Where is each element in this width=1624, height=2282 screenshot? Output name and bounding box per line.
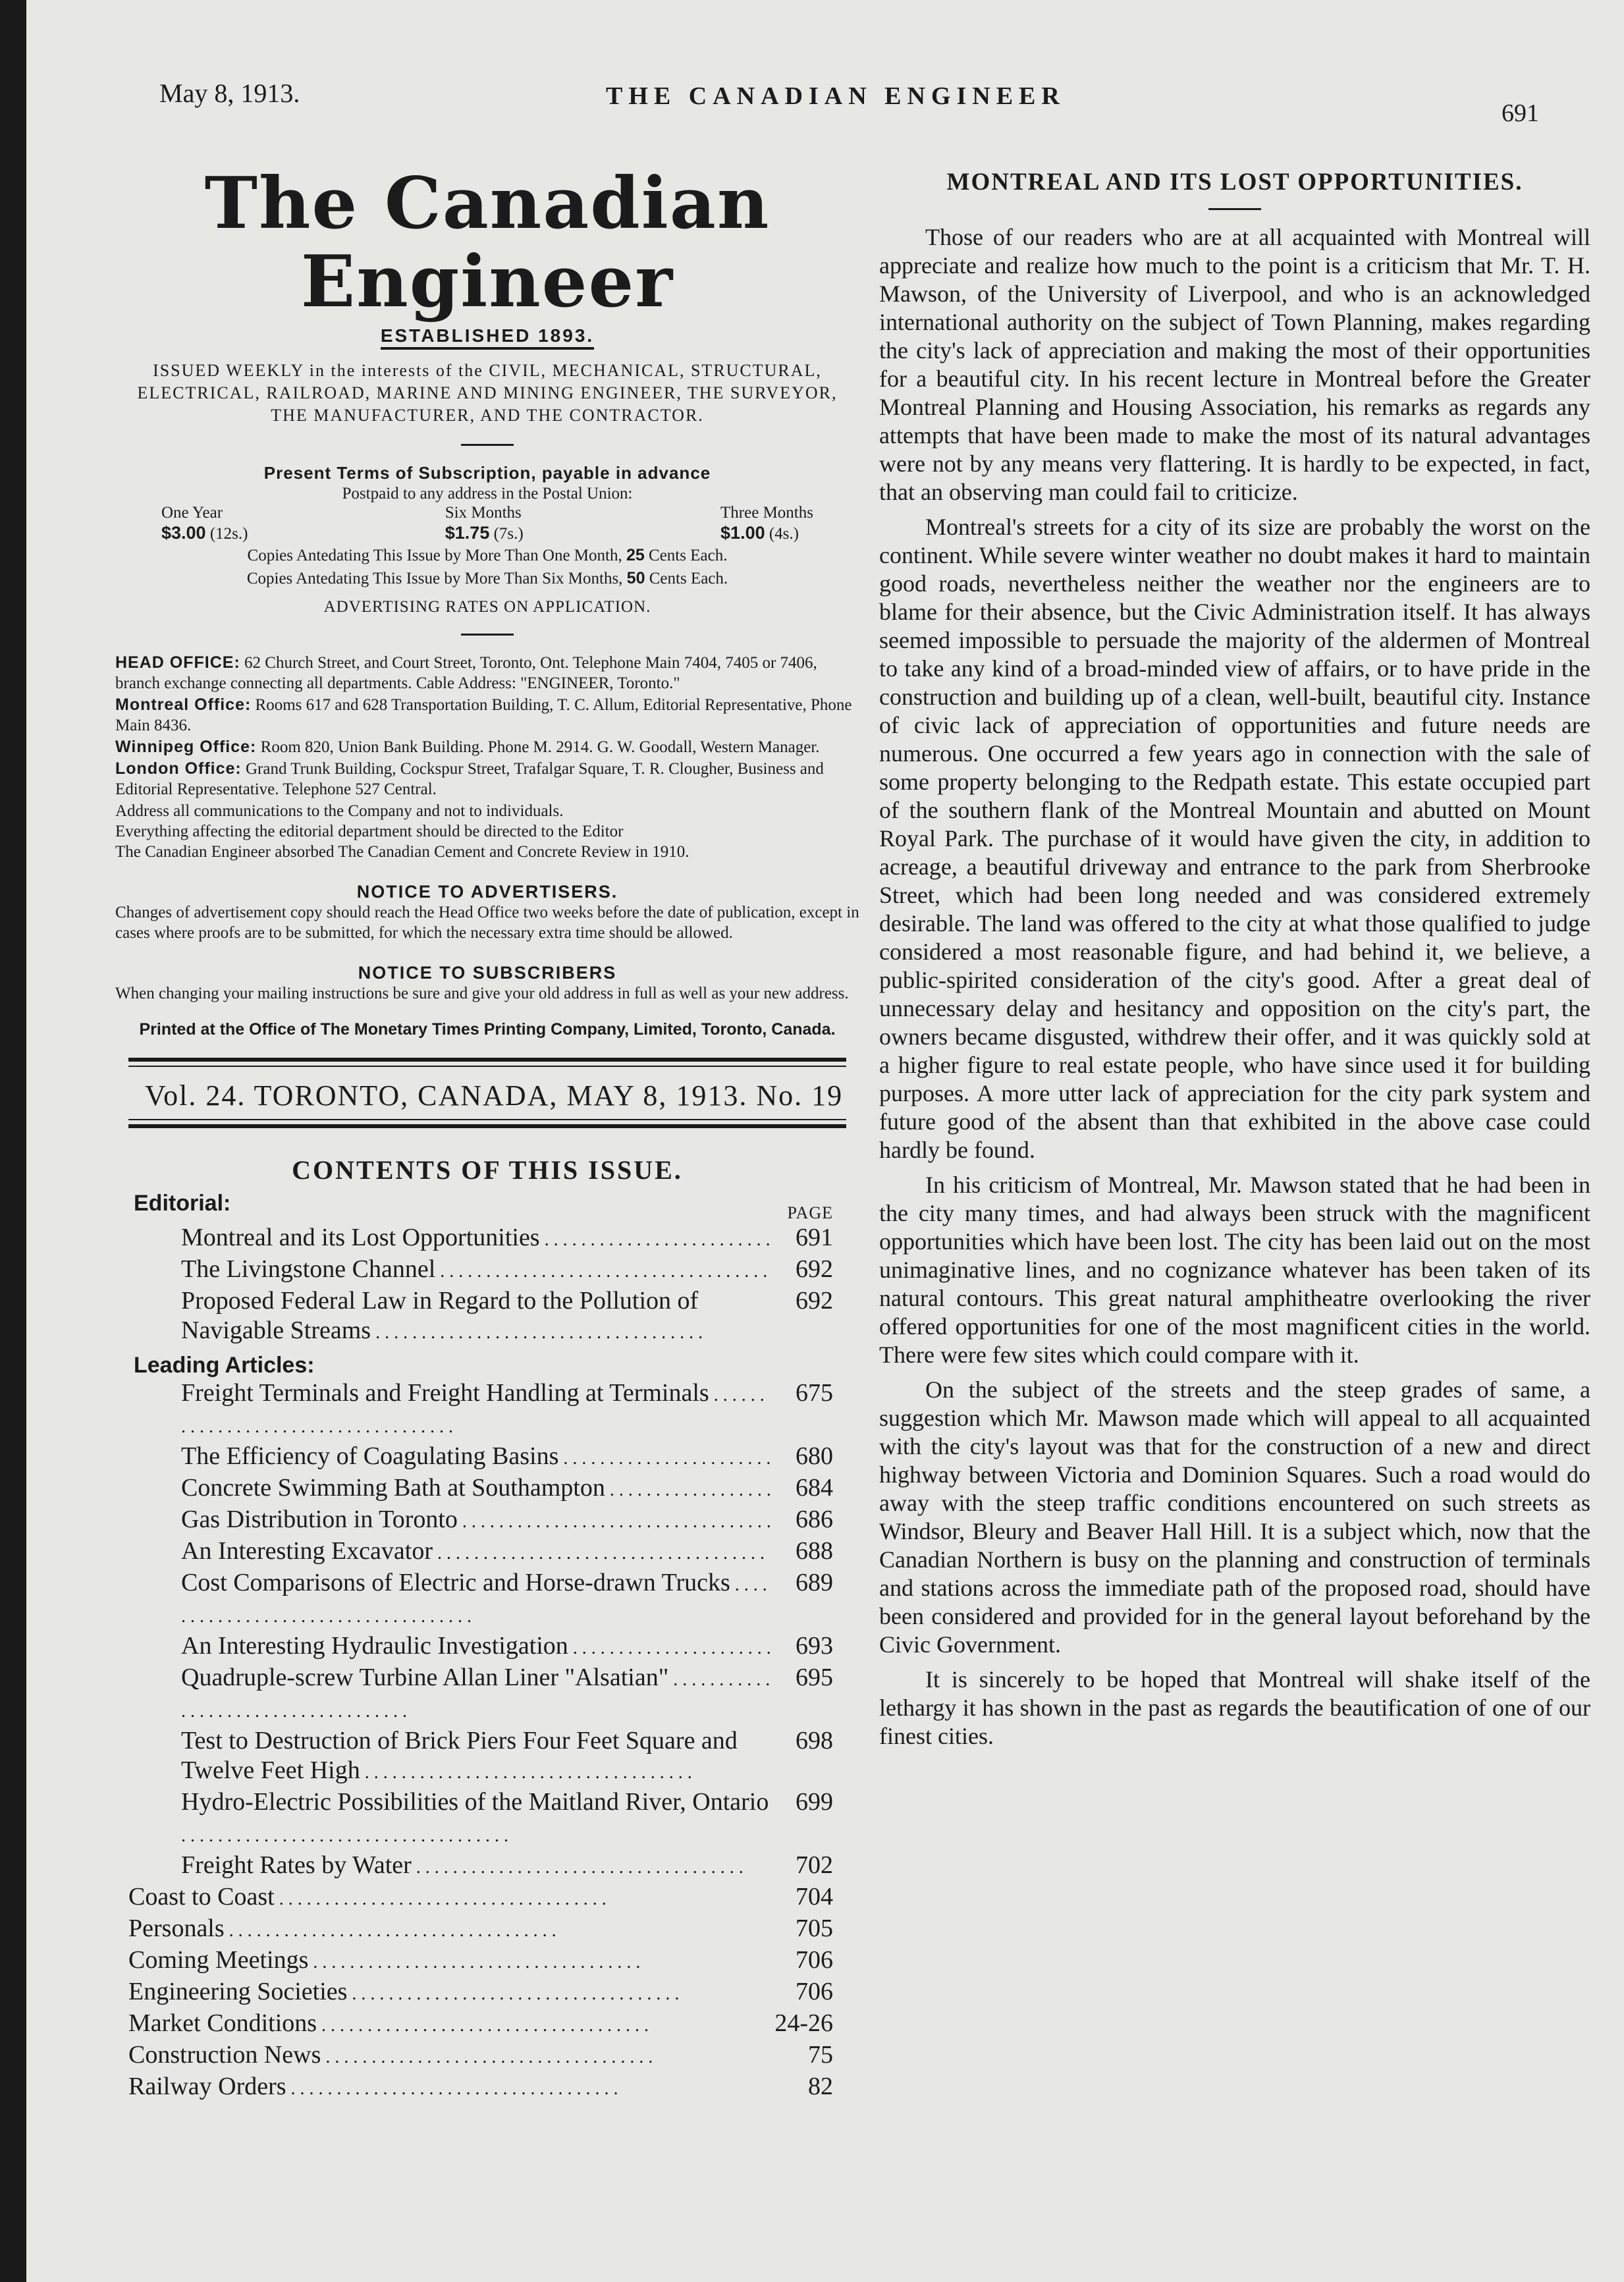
volume-line: Vol. 24. TORONTO, CANADA, MAY 8, 1913. No. 19 [145,1079,844,1112]
contents-title: CONTENTS OF THIS ISSUE. [292,1155,683,1185]
contents-entry-title: The Livingstone Channel . . . [181,1255,771,1286]
contents-entry [115,1378,833,1442]
article-body [879,223,1590,1751]
left-column [115,151,859,2104]
editorial-heading: Editorial: [134,1190,231,1216]
contents-entry-title: An Interesting Hydraulic Investigation . . . [181,1631,771,1663]
article-paragraph: In his criticism of Montreal, Mr. Mawson stated that he had been in the city many times, and had always been struck with the magnificent opportunities which have been lost. The city has been laid out on the most unimaginative lines, and no cognizance whatever has been taken of its natural contours. This great natural amphitheatre overlooking the river offered opportunities for one of the most magnificent cities in the world. There were few sites which could compare with it. [879,1172,1590,1368]
contents-entry-page: 706 [796,1977,833,2005]
contents-entry-title: Market Conditions . . . [128,2009,771,2040]
journal-page [26,0,1624,2282]
issue-date: May 8, 1913. [159,78,300,108]
contents-entry-page: 684 [796,1473,833,1502]
contents-entry-title: Coming Meetings . . . [128,1945,771,1977]
contents-entry [115,2072,833,2104]
contents-entry-page: 699 [796,1787,833,1816]
address-note: Address all communications to the Company and not to individuals. [115,801,564,820]
contents-entry [115,1442,833,1473]
head-office: HEAD OFFICE: 62 Church Street, and Court Street, Toronto, Ont. Telephone Main 7404, 7405 or 7406, branch exchange connecting all departments. Cable Address: "ENGINEER, Toronto." [115,653,817,692]
page-column-header: PAGE [787,1203,833,1222]
contents-entry-page: 688 [796,1536,833,1565]
contents-entry-page: 698 [796,1726,833,1754]
contents-entry [115,1726,833,1787]
leading-articles-list [115,1378,859,1882]
contents-entry-page: 680 [796,1442,833,1470]
contents-entry-title: Test to Destruction of Brick Piers Four Feet Square and Twelve Feet High . . . [181,1726,771,1787]
contents-entry-page: 675 [796,1378,833,1407]
contents-entry-title: Hydro-Electric Possibilities of the Maitland River, Ontario . . . [181,1787,771,1851]
contents-entry-title: Montreal and its Lost Opportunities . . . [181,1223,771,1255]
contents-entry-title: Coast to Coast . . . [128,1882,771,1914]
article-paragraph: It is sincerely to be hoped that Montreal will shake itself of the lethargy it has shown in the past as regards the beautification of one of our finest cities. [879,1666,1590,1749]
contents-entry [115,1631,833,1663]
contents-entry [115,1255,833,1286]
contents-entry-title: Engineering Societies . . . [128,1977,771,2009]
contents-entry-page: 75 [808,2040,833,2069]
contents-entry-page: 704 [796,1882,833,1911]
contents-entry [115,1787,833,1851]
contents-entry-page: 705 [796,1914,833,1942]
contents-entry [115,1286,833,1347]
contents-entry-title: Construction News . . . [128,2040,771,2072]
contents-entry-title: The Efficiency of Coagulating Basins . . . [181,1442,771,1473]
contents-entry-title: Personals . . . [128,1914,771,1945]
contents-entry-title: Concrete Swimming Bath at Southampton . . . [181,1473,771,1505]
notice-advertisers-text: Changes of advertisement copy should reach the Head Office two weeks before the date of publication, except in cases where proofs are to be submitted, for which the necessary extra time should be allowed. [115,903,859,942]
masthead-title: The Canadian Engineer [204,162,771,323]
page-number: 691 [1502,99,1539,127]
contents-entry [115,1945,833,1977]
contents-entry [115,1851,833,1882]
contents-entry [115,1473,833,1505]
editor-note: Everything affecting the editorial department should be directed to the Editor [115,822,624,840]
notice-advertisers-heading: NOTICE TO ADVERTISERS. [356,881,618,902]
article-title: MONTREAL AND ITS LOST OPPORTUNITIES. [946,169,1523,196]
contents-entry-title: Railway Orders . . . [128,2072,771,2104]
right-column [879,168,1590,1757]
contents-entry-page: 686 [796,1505,833,1533]
divider [128,1058,846,1067]
divider [1208,208,1261,210]
notice-subscribers-text: When changing your mailing instructions be sure and give your old address in full as well as your new address. [115,984,849,1002]
subscription-prices [115,503,859,544]
contents-entry [115,1914,833,1945]
back-copies-six-months: Copies Antedating This Issue by More Than Six Months, 50 Cents Each. [246,568,728,587]
contents-entry-title: Cost Comparisons of Electric and Horse-drawn Trucks . . . [181,1568,771,1631]
contents-entry-page: 82 [808,2072,833,2100]
journal-name: THE CANADIAN ENGINEER [606,82,1066,110]
article-paragraph: Montreal's streets for a city of its size are probably the worst on the continent. While severe winter weather no doubt makes it hard to maintain good roads, nevertheless neither the weather nor the engineers are to blame for their absence, but the Civic Administration itself. It has always seemed impossible to persuade the majority of the aldermen of Montreal to take any kind of a broad-minded view of affairs, or to have pride in the construction and building up of a clean, well-built, beautiful city. Instance of civic lack of appreciation of opportunities and future needs are numerous. One occurred a few years ago in connection with the sale of some property belonging to the Redpath estate. This estate occupied part of the southern flank of the Montreal Mountain and abutted on Mount Royal Park. The purchase of it would have given the city, in addition to acreage, a beautiful driveway and entrance to the park from Sherbrooke Street, which had been long needed and was considered extremely desirable. The land was offered to the city at what those qualified to judge considered a most reasonable figure, and had behind it, we believe, a public-spirited consideration of the city's good. After a great deal of unnecessary delay and hesitancy and opposition on the city's part, the owners became disgusted, withdrew their offer, and it was quickly sold at a higher figure to real estate people, who have since used it for building purposes. A more utter lack of appreciation for the city park system and future good of the absent than that exhibited in the above case could hardly be found. [879,514,1590,1163]
postpaid-note: Postpaid to any address in the Postal Union: [342,484,633,503]
contents-entry-page: 693 [796,1631,833,1660]
price-three-months: Three Months $1.00 (4s.) [720,503,813,543]
contents-entry-page: 691 [796,1223,833,1251]
london-office: London Office: Grand Trunk Building, Cockspur Street, Trafalgar Square, T. R. Clougher, Business and Editorial Representative. Telephone 527 Central. [115,759,824,798]
leading-articles-heading: Leading Articles: [134,1352,315,1378]
contents-entry [115,1663,833,1726]
contents-entry [115,2040,833,2072]
contents-entry-title: An Interesting Excavator . . . [181,1536,771,1568]
contents-entry [115,1223,833,1255]
winnipeg-office: Winnipeg Office: Room 820, Union Bank Building. Phone M. 2914. G. W. Goodall, Western Manager. [115,737,820,756]
montreal-office: Montreal Office: Rooms 617 and 628 Transportation Building, T. C. Allum, Editorial Representative, Phone Main 8436. [115,695,852,734]
contents-entry-page: 702 [796,1851,833,1879]
contents-entry-page: 24-26 [774,2009,833,2037]
contents-entry-page: 706 [796,1945,833,1974]
article-paragraph: On the subject of the streets and the steep grades of same, a suggestion which Mr. Mawson made which will appeal to all acquainted with the city's layout was that for the construction of a new and direct highway between Victoria and Dominion Squares. Such a road would do away with the steep traffic conditions encountered on such streets as Windsor, Bleury and Beaver Hall Hill. It is a subject which, now that the Canadian Northern is busy on the planning and construction of terminals and stations across the immediate path of the proposed road, should have been considered and provided for in the general layout beforehand by the Civic Government. [879,1376,1590,1658]
printer-imprint: Printed at the Office of The Monetary Times Printing Company, Limited, Toronto, Canada. [139,1019,836,1039]
advertising-rates: ADVERTISING RATES ON APPLICATION. [323,597,651,616]
contents-entry-page: 692 [796,1286,833,1315]
issued-statement: ISSUED WEEKLY in the interests of the CIVIL, MECHANICAL, STRUCTURAL, ELECTRICAL, RAILROAD, MARINE AND MINING ENGINEER, THE SURVEYOR, THE MANUFACTURER, AND THE CONTRACTOR. [137,360,838,425]
back-copies-one-month: Copies Antedating This Issue by More Than One Month, 25 Cents Each. [247,545,728,564]
subscription-heading: Present Terms of Subscription, payable in advance [263,462,711,483]
article-paragraph: Those of our readers who are at all acquainted with Montreal will appreciate and realize how much to the point is a criticism that Mr. T. H. Mawson, of the University of Liverpool, and who is an acknowledged international authority on the subject of Town Planning, makes regarding the city's lack of appreciation and making the most of their opportunities for a beautiful city. In his recent lecture in Montreal before the Greater Montreal Planning and Housing Association, his remarks as regards any attempts that have been made to make the most of its natural advantages were not by any means very flattering. It is hardly to be expected, in fact, that an observing man could fail to criticize. [879,224,1590,505]
contents-entry [115,1536,833,1568]
contents-entry-title: Quadruple-screw Turbine Allan Liner "Alsatian" . . . [181,1663,771,1726]
contents-entry-page: 692 [796,1255,833,1283]
contents-entry [115,1505,833,1536]
contents-entry [115,1977,833,2009]
contents-entry-title: Freight Rates by Water . . . [181,1851,771,1882]
editorial-list [115,1223,859,1347]
contents-entry-title: Freight Terminals and Freight Handling at Terminals . . . [181,1378,771,1442]
absorbed-note: The Canadian Engineer absorbed The Canadian Cement and Concrete Review in 1910. [115,842,690,861]
contents-entry [115,1882,833,1914]
contents-entry-page: 689 [796,1568,833,1596]
divider [461,444,514,446]
contents-entry [115,2009,833,2040]
divider [461,634,514,636]
running-head [26,78,1624,130]
divider [128,1119,846,1128]
price-one-year: One Year $3.00 (12s.) [161,503,248,543]
contents-entry-page: 695 [796,1663,833,1691]
contents-entry [115,1568,833,1631]
departments-list [115,1882,859,2104]
contents-entry-title: Proposed Federal Law in Regard to the Pollution of Navigable Streams . . . [181,1286,771,1347]
contents-entry-title: Gas Distribution in Toronto . . . [181,1505,771,1536]
established-line: ESTABLISHED 1893. [115,325,859,346]
price-six-months: Six Months $1.75 (7s.) [445,503,524,543]
notice-subscribers-heading: NOTICE TO SUBSCRIBERS [358,962,617,983]
